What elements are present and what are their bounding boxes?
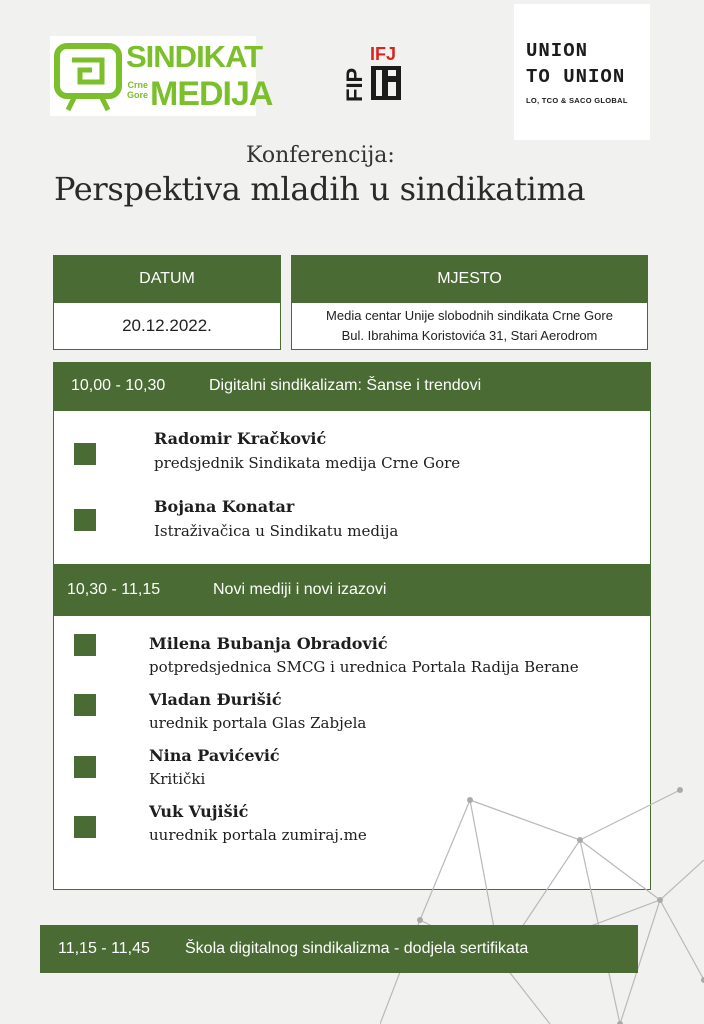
- bullet-square-icon: [74, 509, 96, 531]
- session-title: Novi mediji i novi izazovi: [213, 581, 387, 598]
- bullet-square-icon: [74, 816, 96, 838]
- logo-text-ifj: IFJ: [370, 44, 397, 64]
- session-time: 10,00 - 10,30: [71, 377, 166, 394]
- session-time: 11,15 - 11,45: [58, 940, 150, 957]
- mjesto-header: MJESTO: [291, 255, 648, 302]
- speaker-role: urednik portala Glas Zabjela: [149, 714, 367, 732]
- logo-text-fip: FIP: [342, 67, 367, 102]
- speaker-name: Milena Bubanja Obradović: [149, 634, 388, 653]
- session-title: Digitalni sindikalizam: Šanse i trendovi: [209, 377, 482, 394]
- speaker-name: Bojana Konatar: [154, 497, 295, 516]
- logo-text-sindikat: SINDIKAT: [126, 39, 263, 74]
- speaker-role: Istraživačica u Sindikatu medija: [154, 522, 399, 540]
- speaker-list: [53, 410, 651, 565]
- mjesto-line-1: Media centar Unije slobodnih sindikata Crne Gore: [326, 308, 613, 323]
- bullet-square-icon: [74, 756, 96, 778]
- session-time: 10,30 - 11,15: [67, 581, 161, 598]
- speaker-name: Vladan Đurišić: [149, 690, 282, 709]
- mjesto-value: [291, 302, 648, 350]
- speaker-role: potpredsjednica SMCG i urednica Portala Radija Berane: [149, 658, 579, 676]
- conference-title: Perspektiva mladih u sindikatima: [54, 170, 586, 208]
- datum-value: 20.12.2022.: [53, 302, 281, 350]
- session-title: Škola digitalnog sindikalizma - dodjela sertifikata: [185, 940, 529, 957]
- speaker-name: Vuk Vujišić: [149, 802, 249, 821]
- conference-label: Konferencija:: [246, 143, 395, 168]
- bullet-square-icon: [74, 694, 96, 716]
- network-decoration-icon: [380, 780, 704, 1024]
- datum-header: DATUM: [53, 255, 281, 302]
- union-to-union-logo: [514, 4, 650, 140]
- logo-text-to-union: TO UNION: [526, 66, 626, 88]
- logo-text-medija: MEDIJA: [150, 75, 273, 113]
- speaker-name: Nina Pavićević: [149, 746, 280, 765]
- speaker-name: Radomir Kračković: [154, 429, 327, 448]
- bullet-square-icon: [74, 634, 96, 656]
- logo-text-crne-gore: Crne Gore: [126, 80, 148, 100]
- logo-text-lo-tco-saco: LO, TCO & SACO GLOBAL: [526, 96, 628, 105]
- sindikat-medija-logo: [50, 36, 273, 116]
- session-header: [53, 362, 651, 410]
- speaker-role: uurednik portala zumiraj.me: [149, 826, 367, 844]
- mjesto-line-2: Bul. Ibrahima Koristovića 31, Stari Aerodrom: [341, 328, 598, 343]
- bullet-square-icon: [74, 443, 96, 465]
- speaker-role: Kritički: [149, 770, 206, 788]
- session-header: [53, 565, 651, 615]
- speaker-role: predsjednik Sindikata medija Crne Gore: [154, 454, 461, 472]
- session-header: [40, 925, 638, 973]
- ifj-logo: [340, 40, 406, 106]
- logo-text-union: UNION: [526, 40, 589, 62]
- tv-screen-icon: [54, 42, 124, 112]
